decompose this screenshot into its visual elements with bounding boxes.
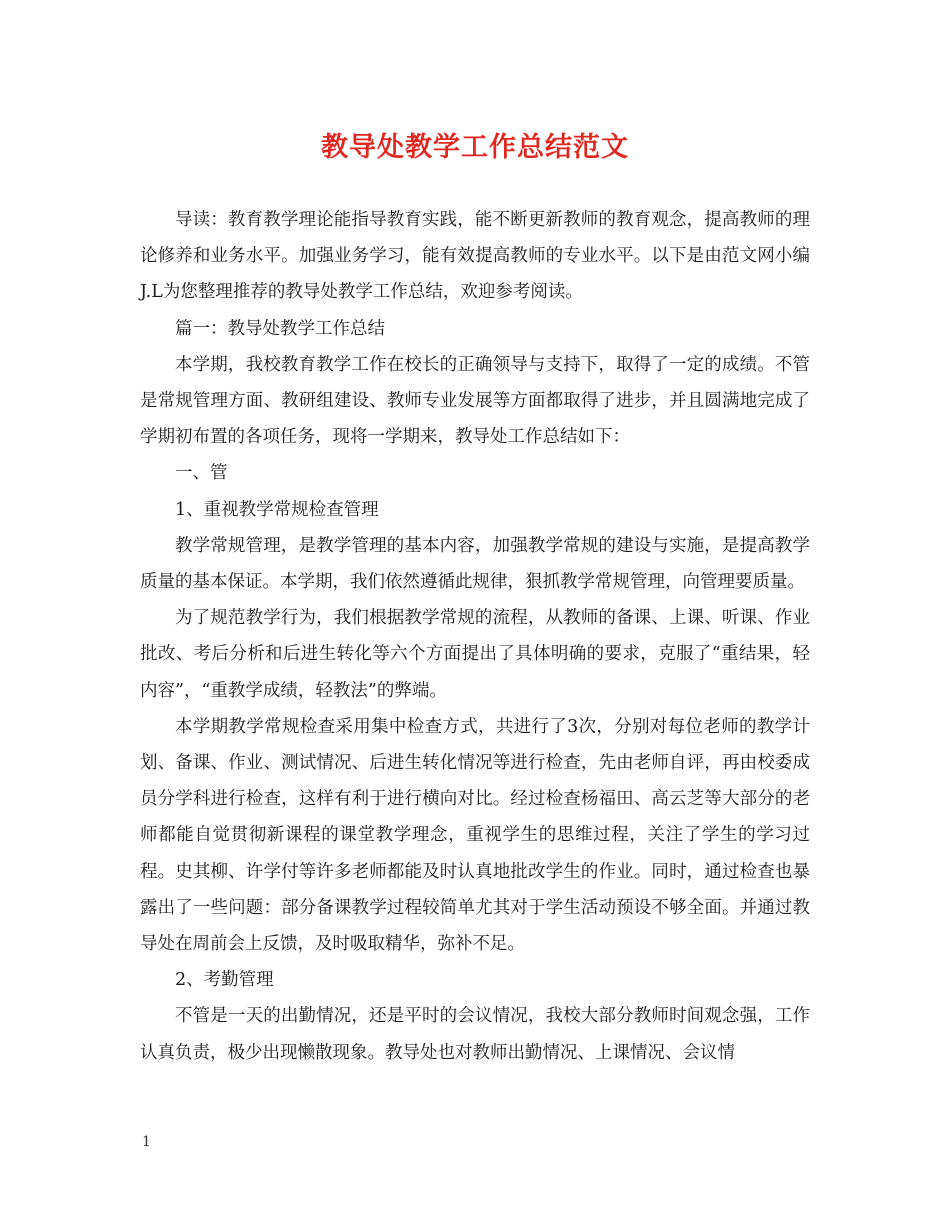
page-number: 1 (142, 1134, 151, 1150)
paragraph-intro: 导读：教育教学理论能指导教育实践，能不断更新教师的教育观念，提高教师的理论修养和业务水平。加强业务学习，能有效提高教师的专业水平。以下是由范文网小编J.L为您整理推荐的教导处教学工作总结，欢迎参考阅读。 (140, 210, 810, 303)
document-title: 教导处教学工作总结范文 (321, 132, 629, 163)
paragraph: 本学期教学常规检查采用集中检查方式，共进行了3次，分别对每位老师的教学计划、备课、作业、测试情况、后进生转化情况等进行检查，先由老师自评，再由校委成员分学科进行检查，这样有利于进行横向对比。经过检查杨福田、高云芝等大部分的老师都能自觉贯彻新课程的课堂教学理念，重视学生的思维过程，关注了学生的学习过程。史其柳、许学付等许多老师都能及时认真地批改学生的作业。同时，通过检查也暴露出了一些问题：部分备课教学过程较简单尤其对于学生活动预设不够全面。并通过教导处在周前会上反馈，及时吸取精华，弥补不足。 (140, 716, 810, 955)
paragraph: 不管是一天的出勤情况，还是平时的会议情况，我校大部分教师时间观念强，工作认真负责，极少出现懒散现象。教导处也对教师出勤情况、上课情况、会议情 (140, 1006, 810, 1063)
paragraph-subheading: 1、重视教学常规检查管理 (175, 499, 379, 520)
paragraph-subheading: 2、考勤管理 (175, 970, 274, 991)
document-body (140, 202, 810, 1071)
paragraph: 教学常规管理，是教学管理的基本内容，加强教学常规的建设与实施，是提高教学质量的基本保证。本学期，我们依然遵循此规律，狠抓教学常规管理，向管理要质量。 (140, 535, 810, 593)
paragraph: 本学期，我校教育教学工作在校长的正确领导与支持下，取得了一定的成绩。不管是常规管理方面、教研组建设、教师专业发展等方面都取得了进步，并且圆满地完成了学期初布置的各项任务，现将一学期来，教导处工作总结如下： (140, 354, 810, 448)
paragraph-heading: 一、管 (175, 463, 228, 484)
paragraph-section-heading: 篇一：教导处教学工作总结 (175, 318, 385, 339)
paragraph: 为了规范教学行为，我们根据教学常规的流程，从教师的备课、上课、听课、作业批改、考后分析和后进生转化等六个方面提出了具体明确的要求，克服了“重结果，轻内容”，“重教学成绩，轻教法”的弊端。 (140, 608, 810, 701)
